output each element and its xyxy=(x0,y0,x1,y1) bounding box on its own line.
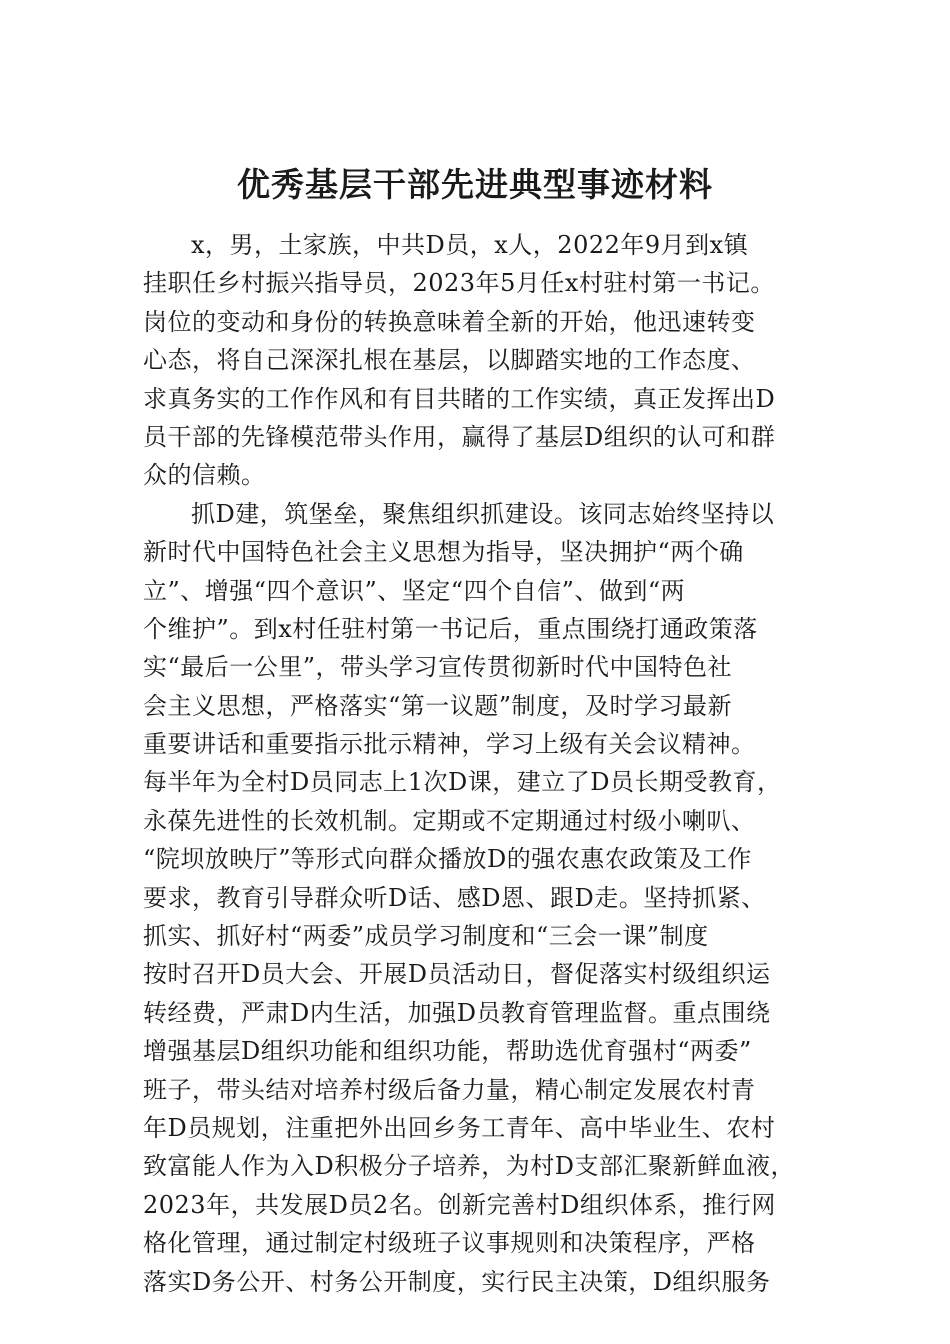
paragraph-1-line-4: 心态，将自己深深扎根在基层，以脚踏实地的工作态度、 xyxy=(143,346,756,375)
paragraph-1-line-3: 岗位的变动和身份的转换意味着全新的开始，他迅速转变 xyxy=(143,307,756,336)
document-title: 优秀基层干部先进典型事迹材料 xyxy=(237,165,713,204)
paragraph-2-line-5: 实“最后一公里”，带头学习宣传贯彻新时代中国特色社 xyxy=(143,653,733,682)
paragraph-2-line-6: 会主义思想，严格落实“第一议题”制度，及时学习最新 xyxy=(143,691,733,720)
paragraph-2-line-15: 增强基层D组织功能和组织功能，帮助选优育强村“两委” xyxy=(143,1037,752,1066)
document-body xyxy=(143,226,823,1301)
paragraph-1-line-6: 员干部的先锋模范带头作用，赢得了基层D组织的认可和群 xyxy=(143,422,776,451)
paragraph-2-line-10: “院坝放映厅”等形式向群众播放D的强农惠农政策及工作 xyxy=(143,845,752,874)
paragraph-2-line-16: 班子，带头结对培养村级后备力量，精心制定发展农村青 xyxy=(143,1075,756,1104)
paragraph-2-line-9: 永葆先进性的长效机制。定期或不定期通过村级小喇叭、 xyxy=(143,806,756,835)
paragraph-2-line-7: 重要讲话和重要指示批示精神，学习上级有关会议精神。 xyxy=(143,730,756,759)
paragraph-1-line-5: 求真务实的工作作风和有目共睹的工作实绩，真正发挥出D xyxy=(143,384,776,413)
paragraph-2-line-14: 转经费，严肃D内生活，加强D员教育管理监督。重点围绕 xyxy=(143,998,771,1027)
paragraph-2-line-21: 落实D务公开、村务公开制度，实行民主决策，D组织服务 xyxy=(143,1267,771,1296)
paragraph-2-line-19: 2023年，共发展D员2名。创新完善村D组织体系，推行网 xyxy=(143,1190,776,1219)
paragraph-1-line-7: 众的信赖。 xyxy=(143,461,266,490)
paragraph-2-line-20: 格化管理，通过制定村级班子议事规则和决策程序，严格 xyxy=(143,1229,756,1258)
paragraph-2-line-17: 年D员规划，注重把外出回乡务工青年、高中毕业生、农村 xyxy=(143,1113,776,1142)
paragraph-1-line-2: 挂职任乡村振兴指导员，2023年5月任x村驻村第一书记。 xyxy=(143,269,775,298)
paragraph-2-line-12: 抓实、抓好村“两委”成员学习制度和“三会一课”制度 xyxy=(143,922,709,951)
paragraph-2-line-8: 每半年为全村D员同志上1次D课，建立了D员长期受教育， xyxy=(143,768,782,797)
paragraph-2-line-11: 要求，教育引导群众听D话、感D恩、跟D走。坚持抓紧、 xyxy=(143,883,766,912)
paragraph-2-line-3: 立”、增强“四个意识”、坚定“四个自信”、做到“两 xyxy=(143,576,686,605)
paragraph-2-line-1: 抓D建，筑堡垒，聚焦组织抓建设。该同志始终坚持以 xyxy=(191,499,775,528)
paragraph-2-line-18: 致富能人作为入D积极分子培养，为村D支部汇聚新鲜血液， xyxy=(143,1152,795,1181)
paragraph-2-line-2: 新时代中国特色社会主义思想为指导，坚决拥护“两个确 xyxy=(143,538,744,567)
paragraph-1-line-1: x，男，土家族，中共D员，x人，2022年9月到x镇 xyxy=(191,231,749,259)
paragraph-2-line-13: 按时召开D员大会、开展D员活动日，督促落实村级组织运 xyxy=(143,960,771,989)
paragraph-2-line-4: 个维护”。到x村任驻村第一书记后，重点围绕打通政策落 xyxy=(143,614,758,643)
